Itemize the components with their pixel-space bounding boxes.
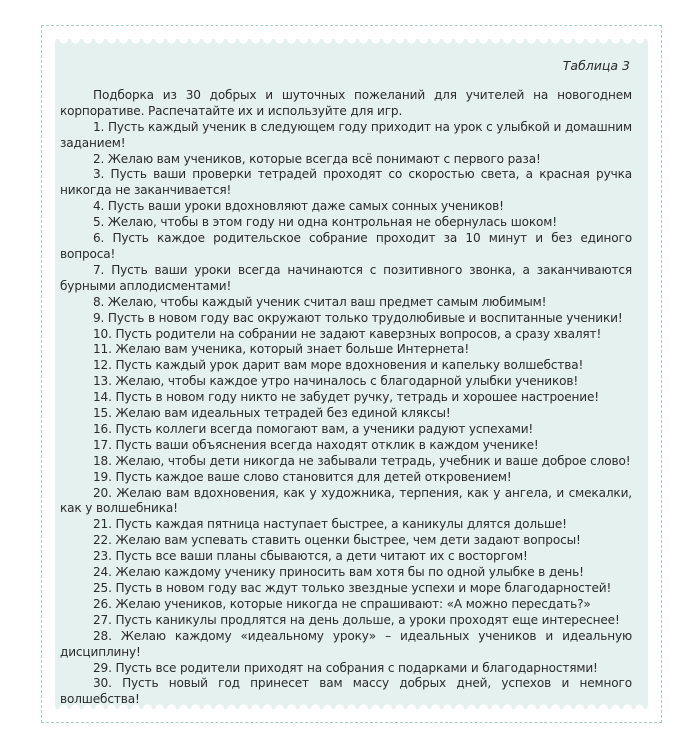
list-item: 25. Пусть в новом году вас ждут только звездные успехи и море благодарностей! xyxy=(93,581,612,595)
list-item: 24. Желаю каждому ученику приносить вам хотя бы по одной улыбке в день! xyxy=(93,565,584,580)
list-item: 15. Желаю вам идеальных тетрадей без единой кляксы! xyxy=(93,406,451,421)
intro-paragraph: Подборка из 30 добрых и шуточных пожеланий для учителей на новогоднем корпоративе. Распечатайте их и используйте для игр. xyxy=(60,87,632,118)
list-item: 28. Желаю каждому «идеальному уроку» – идеальных учеников и идеальную дисциплину! xyxy=(60,628,632,659)
list-item: 6. Пусть каждое родительское собрание проходит за 10 минут и без единого вопроса! xyxy=(60,231,632,261)
list-item: 3. Пусть ваши проверки тетрадей проходят со скоростью света, а красная ручка никогда не заканчивается! xyxy=(60,167,632,198)
list-item: 20. Желаю вам вдохновения, как у художника, терпения, как у ангела, и смекалки, как у волшебника! xyxy=(60,485,632,516)
list-item: 21. Пусть каждая пятница наступает быстрее, а каникулы длятся дольше! xyxy=(93,517,567,532)
list-item: 10. Пусть родители на собрании не задают каверзных вопросов, а сразу хвалят! xyxy=(93,326,602,341)
list-item: 13. Желаю, чтобы каждое утро начиналось с благодарной улыбки учеников! xyxy=(93,374,579,389)
list-item: 14. Пусть в новом году никто не забудет ручку, тетрадь и хорошее настроение! xyxy=(93,390,599,405)
list-item: 4. Пусть ваши уроки вдохновляют даже самых сонных учеников! xyxy=(93,199,504,214)
list-item: 2. Желаю вам учеников, которые всегда всё понимают с первого раза! xyxy=(93,151,541,166)
list-item: 7. Пусть ваши уроки всегда начинаются с позитивного звонка, а заканчиваются бурными аплодисментами! xyxy=(60,262,632,293)
list-item: 12. Пусть каждый урок дарит вам море вдохновения и капельку волшебства! xyxy=(93,358,584,373)
table-label: Таблица 3 xyxy=(562,58,630,73)
list-item: 5. Желаю, чтобы в этом году ни одна контрольная не обернулась шоком! xyxy=(93,215,557,230)
list-item: 18. Желаю, чтобы дети никогда не забывали тетрадь, учебник и ваше доброе слово! xyxy=(93,453,631,468)
list-item: 27. Пусть каникулы продлятся на день дольше, а уроки проходят еще интереснее! xyxy=(93,612,620,627)
list-item: 30. Пусть новый год принесет вам массу добрых дней, успехов и немного волшебства! xyxy=(60,676,632,707)
wishes-list xyxy=(60,120,632,709)
list-item: 1. Пусть каждый ученик в следующем году приходит на урок с улыбкой и домашним заданием! xyxy=(60,119,632,150)
list-item: 11. Желаю вам ученика, который знает больше Интернета! xyxy=(93,342,470,357)
list-item: 8. Желаю, чтобы каждый ученик считал ваш предмет самым любимым! xyxy=(93,294,547,309)
list-item: 19. Пусть каждое ваше слово становится для детей откровением! xyxy=(93,469,512,484)
list-item: 26. Желаю учеников, которые никогда не спрашивают: «А можно пересдать?» xyxy=(93,596,591,611)
list-item: 23. Пусть все ваши планы сбываются, а дети читают их с восторгом! xyxy=(93,549,528,564)
list-item: 29. Пусть все родители приходят на собрания с подарками и благодарностями! xyxy=(93,660,598,675)
list-item: 22. Желаю вам успевать ставить оценки быстрее, чем дети задают вопросы! xyxy=(93,533,581,548)
list-item: 16. Пусть коллеги всегда помогают вам, а ученики радуют успехами! xyxy=(93,421,534,436)
list-item: 17. Пусть ваши объяснения всегда находят отклик в каждом ученике! xyxy=(93,437,539,452)
list-item: 9. Пусть в новом году вас окружают только трудолюбивые и воспитанные ученики! xyxy=(93,310,623,325)
document-content xyxy=(60,58,632,708)
